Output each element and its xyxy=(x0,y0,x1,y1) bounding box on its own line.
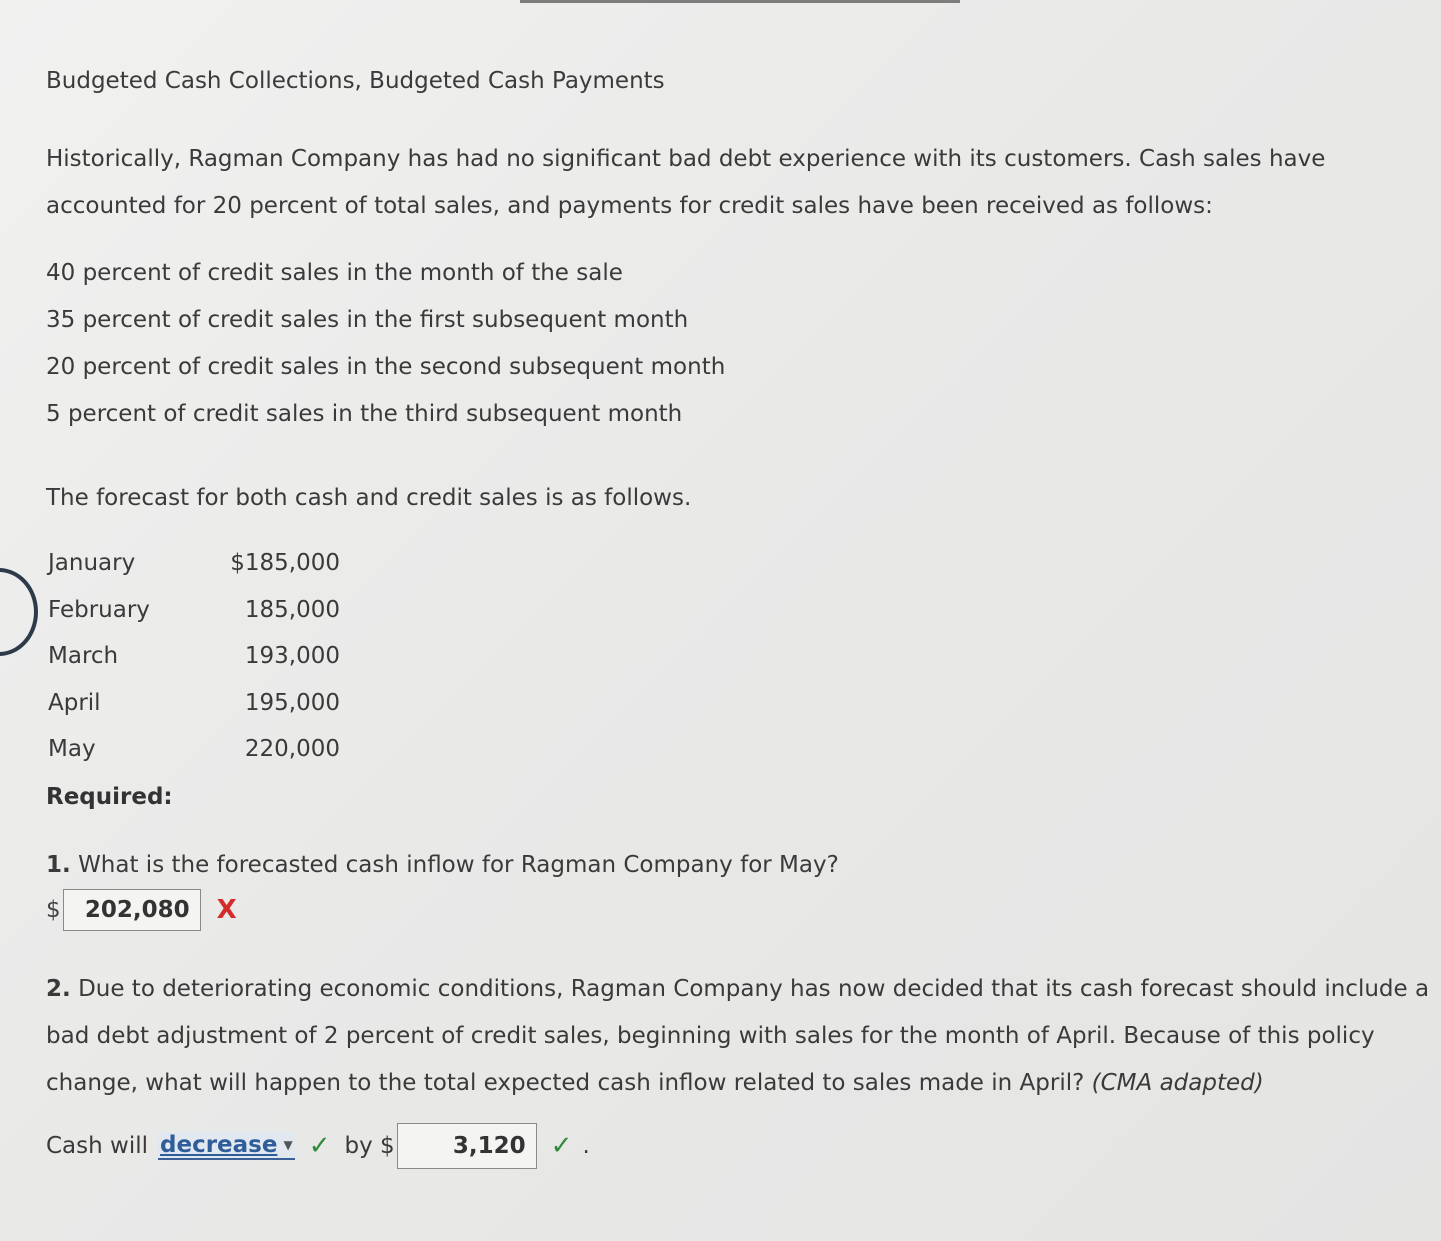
dropdown-selected-value: decrease xyxy=(160,1132,278,1158)
question-1-text: What is the forecasted cash inflow for Ragman Company for May? xyxy=(78,852,839,878)
sales-amount: 193,000 xyxy=(244,643,340,670)
by-amount-label: by $ xyxy=(344,1133,395,1159)
table-row xyxy=(46,540,340,587)
table-row xyxy=(46,587,340,634)
forecast-intro: The forecast for both cash and credit sales is as follows. xyxy=(46,485,692,511)
sales-amount: 185,000 xyxy=(244,596,340,623)
sales-amount: 195,000 xyxy=(244,689,340,716)
dropdown-caret-icon: ▼ xyxy=(283,1138,293,1152)
required-heading: Required: xyxy=(46,784,173,810)
top-edge-bar xyxy=(520,0,960,3)
question-2-answer-value: 3,120 xyxy=(452,1133,526,1159)
circle-cursor-icon xyxy=(0,568,38,656)
collection-pattern-item: 20 percent of credit sales in the second subsequent month xyxy=(46,354,726,380)
month-label: May xyxy=(48,736,96,763)
question-2 xyxy=(46,966,1436,1107)
collection-pattern-item: 40 percent of credit sales in the month of the sale xyxy=(46,260,623,286)
correct-check-icon: ✓ xyxy=(308,1131,331,1161)
sales-forecast-table xyxy=(46,540,340,773)
question-2-number: 2. xyxy=(46,976,71,1002)
collection-pattern-item: 5 percent of credit sales in the third subsequent month xyxy=(46,401,683,427)
change-direction-dropdown[interactable] xyxy=(158,1132,295,1160)
month-label: January xyxy=(48,550,136,577)
question-2-source: (CMA adapted) xyxy=(1091,1070,1264,1096)
sales-amount: 220,000 xyxy=(244,736,340,763)
month-label: April xyxy=(48,689,101,716)
correct-check-icon: ✓ xyxy=(550,1131,573,1161)
answer-prefix: Cash will xyxy=(46,1133,149,1159)
month-label: March xyxy=(48,643,119,670)
collection-pattern-item: 35 percent of credit sales in the first subsequent month xyxy=(46,307,689,333)
incorrect-x-icon: X xyxy=(216,895,237,925)
question-1-answer-row xyxy=(46,889,237,931)
question-1-number: 1. xyxy=(46,852,71,878)
intro-paragraph: Historically, Ragman Company has had no significant bad debt experience with its customers. Cash sales have accounted for 20 percent of total sales, and payments for credit sales have been received as follows: xyxy=(46,146,1326,219)
question-2-answer-row xyxy=(46,1123,590,1169)
table-row xyxy=(46,680,340,727)
question-2-answer-input[interactable] xyxy=(397,1123,537,1169)
collection-pattern-list xyxy=(46,250,725,438)
question-1 xyxy=(46,852,839,878)
question-1-answer-value: 202,080 xyxy=(84,897,190,923)
answer-suffix: . xyxy=(582,1133,590,1159)
question-2-text: Due to deteriorating economic conditions, Ragman Company has now decided that its cash forecast should include a bad debt adjustment of 2 percent of credit sales, beginning with sales for the month of April. Because of this policy change, what will happen to the total expected cash inflow related to sales made in April? xyxy=(46,976,1430,1096)
sales-amount: $185,000 xyxy=(230,550,340,577)
table-row xyxy=(46,633,340,680)
month-label: February xyxy=(48,596,150,623)
table-row xyxy=(46,726,340,773)
problem-title: Budgeted Cash Collections, Budgeted Cash Payments xyxy=(46,68,665,94)
currency-symbol: $ xyxy=(46,897,61,923)
question-1-answer-input[interactable] xyxy=(63,889,201,931)
